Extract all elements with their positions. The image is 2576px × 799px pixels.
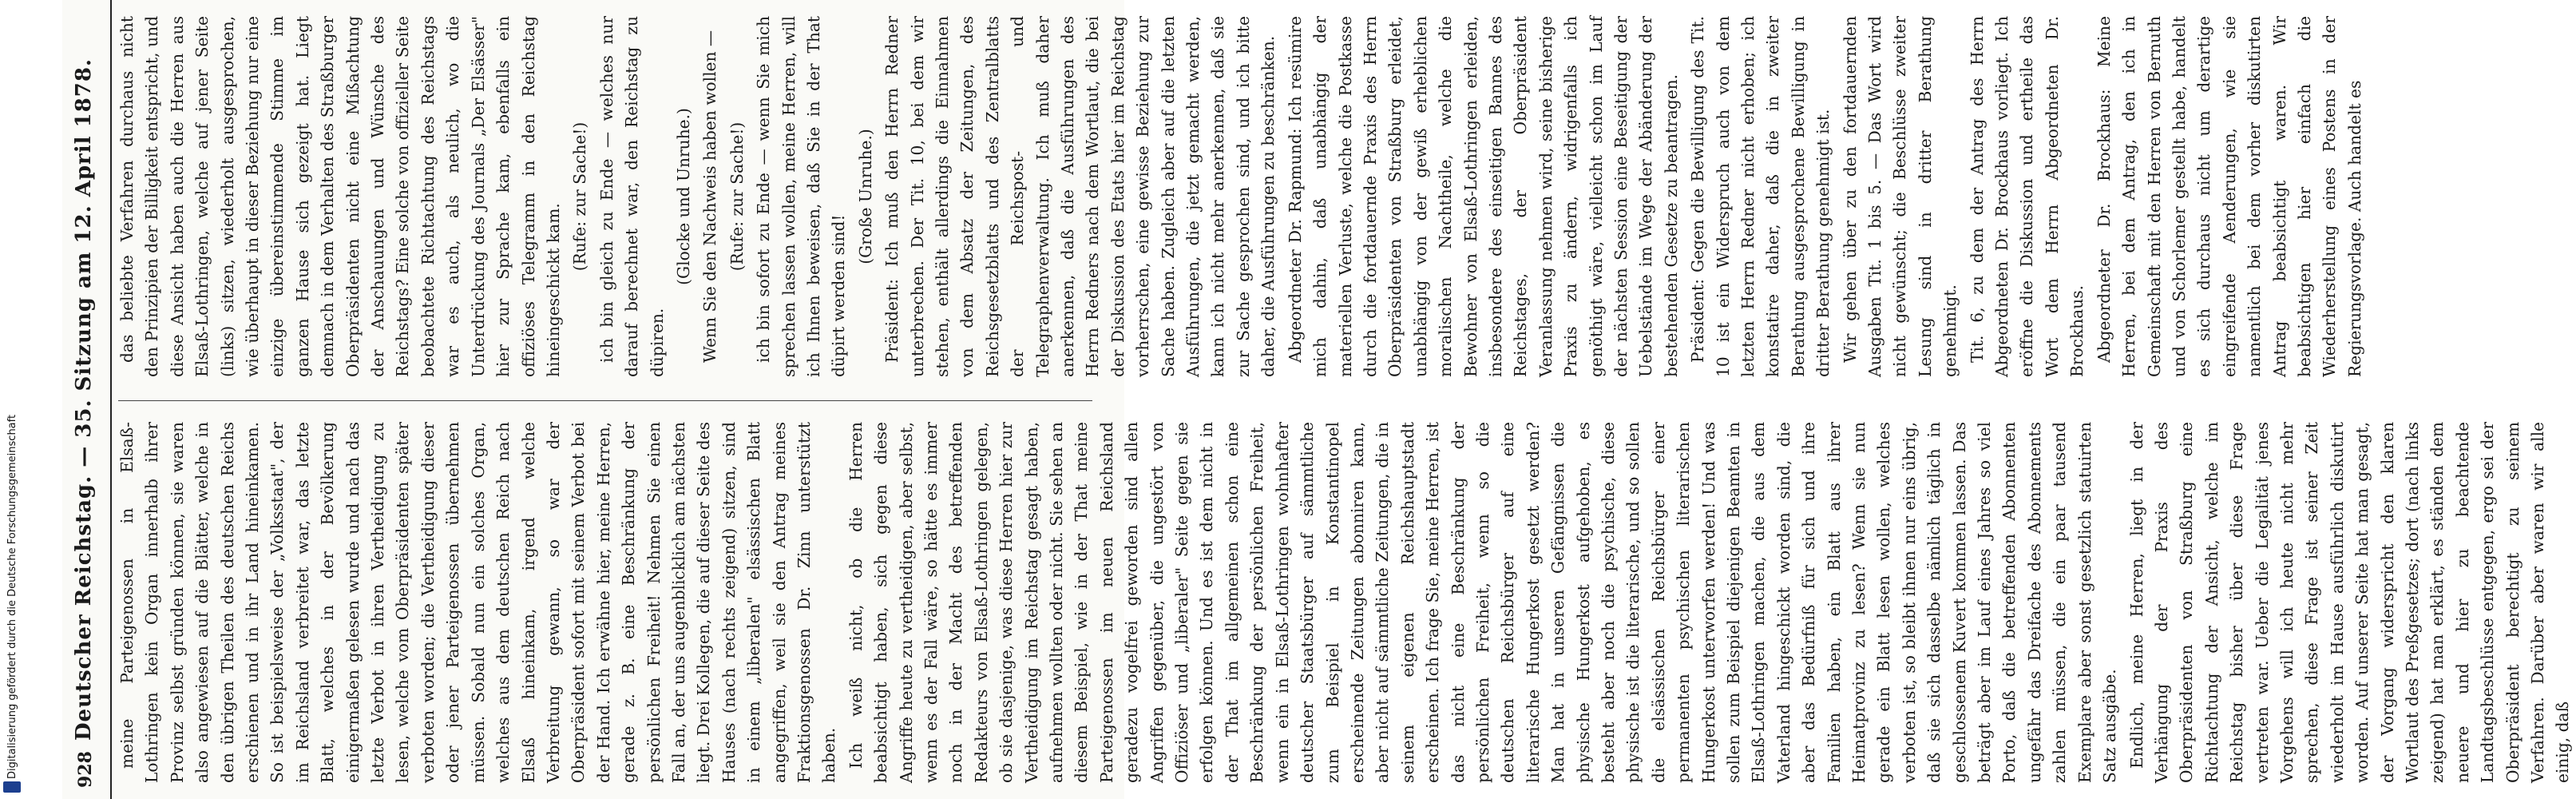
rotated-page-content bbox=[62, 0, 2573, 799]
interjection: (Glocke und Unruhe.) bbox=[673, 108, 693, 285]
left-column bbox=[115, 422, 2573, 783]
right-column bbox=[115, 16, 2364, 377]
paragraph: Abgeordneter Dr. Rapmund: Ich resümire mich dahin, daß unabhängig der materiellen Verluste, welche die Postkasse durch die fortdauernde Praxis des Herrn Oberpräsidenten von Straßburg erleidet, unabhängig von der gewiß erheblichen moralischen Nachtheile, welche die Bewohner von Elsaß-Lothringen erleiden, insbesondere des einseitigen Bannes des Reichstages, der Oberpräsident Veranlassung nehmen wird, seine bisherige Praxis zu ändern, widrigenfalls ich genöthigt wäre, vielleicht schon im Lauf der nächsten Session eine Beseitigung der Uebelstände im Wege der Abänderung der bestehenden Gesetze zu beantragen. bbox=[1285, 16, 1681, 377]
scanned-page bbox=[62, 0, 2573, 799]
interjection: (Rufe: zur Sache!) bbox=[570, 121, 590, 272]
page-number: 928 bbox=[75, 751, 96, 788]
page-header bbox=[62, 0, 112, 799]
paragraph: ich bin sofort zu Ende — wenn Sie mich sprechen lassen wollen, meine Herren, will ich Ihnen beweisen, daß Sie in der That düpirt werden sind! bbox=[754, 16, 849, 377]
paragraph: Tit. 6, zu dem der Antrag des Herrn Abgeordneten Dr. Brockhaus vorliegt. Ich eröffne die Diskussion und ertheile das Wort dem Herrn Abgeordneten Dr. Brockhaus. bbox=[1967, 16, 2087, 377]
footer-strip bbox=[0, 0, 32, 799]
paragraph: Präsident: Gegen die Bewilligung des Tit. 10 ist ein Widerspruch auch von dem letzten Herrn Redner nicht erhoben; ich konstatire daher, daß die in zweiter Berathung ausgesprochene Bewilligung in dritter Berathung genehmigt ist. bbox=[1688, 16, 1833, 377]
column-divider bbox=[118, 400, 1092, 401]
paragraph: das beliebte Verfahren durchaus nicht den Prinzipien der Billigkeit entspricht, und diese Ansicht haben auch die Herren aus Elsaß-Lothringen, welche auf jener Seite (links) sitzen, wiederholt ausgesprochen, wie überhaupt in dieser Beziehung nur eine einzige übereinstimmende Stimme im ganzen Hause sich gezeigt hat. Liegt demnach in dem Verhalten des Straßburger Oberpräsidenten nicht eine Mißachtung der Anschauungen und Wünsche des Reichstags? Eine solche von offizieller Seite beobachtete Richtachtung des Reichstags war es auch, als neulich, wo die Unterdrückung des Journals „Der Elsässer" hier zur Sprache kam, ebenfalls ein offiziöses Telegramm in den Reichstag hineingeschickt kam. bbox=[117, 16, 563, 377]
page-title: Deutscher Reichstag. — 35. Sitzung am 12. April 1878. bbox=[72, 58, 96, 741]
paragraph: Wenn Sie den Nachweis haben wollen — bbox=[700, 30, 720, 363]
paragraph: Endlich, meine Herren, liegt in der Verhängung der Praxis des Oberpräsidenten von Straßburg eine Richtachtung der Ansicht, welche im Reichstag bisher über diese Frage vertreten war. Ueber die Legalität jenes Vorgehens will ich heute nicht mehr sprechen, diese Frage ist seiner Zeit wiederholt im Hause ausführlich diskutirt worden. Auf unserer Seite hat man gesagt, der Vorgang widerspricht den klaren Wortlaut des Preßgesetzes; dort (nach links zeigend) hat man erklärt, es ständen dem neuere und hier zu beachtende Landtagsbeschlüsse entgegen, ergo sei der Oberpräsident berechtigt zu seinem Verfahren. Darüber aber waren wir alle einig, daß bbox=[2126, 422, 2573, 783]
interjection: (Rufe: zur Sache!) bbox=[727, 121, 747, 272]
dfg-logo-icon bbox=[3, 781, 21, 793]
paragraph: Wir gehen über zu den fortdauernden Ausgaben Tit. 1 bis 5. — Das Wort wird nicht gewünscht; die Beschlüsse zweiter Lesung sind in dritter Berathung genehmigt. bbox=[1840, 16, 1960, 377]
paragraph: meine Parteigenossen in Elsaß-Lothringen kein Organ innerhalb ihrer Provinz selbst gründen können, sie waren also angewiesen auf die Blätter, welche in den übrigen Theilen des deutschen Reichs erschienen und in ihr Land hineinkamen. So ist beispielsweise der „Volksstaat", der im Reichsland verbreitet war, das letzte Blatt, welches in der Bevölkerung einigermaßen gelesen wurde und nach das letzte Verbot in ihren Vertheidigung zu lesen, welche vom Oberpräsidenten später verboten worden; die Vertheidigung dieser oder jener Parteigenossen übernehmen müssen. Sobald nun ein solches Organ, welches aus dem deutschen Reich nach Elsaß hineinkam, irgend welche Verbreitung gewann, so war der Oberpräsident sofort mit seinem Verbot bei der Hand. Ich erwähne hier, meine Herren, gerade z. B. eine Beschränkung der persönlichen Freiheit! Nehmen Sie einen Fall an, der uns augenblicklich am nächsten liegt. Drei Kollegen, die auf dieser Seite des Hauses (nach rechts zeigend) sitzen, sind in einem „liberalen" elsässischen Blatt angegriffen, weil sie den Antrag meines Fraktionsgenossen Dr. Zinn unterstützt haben. bbox=[117, 422, 839, 783]
paragraph: ich bin gleich zu Ende — welches nur darauf berechnet war, den Reichstag zu düpiren. bbox=[596, 16, 667, 377]
paragraph: Ich weiß nicht, ob die Herren beabsichtigt haben, sich gegen diese Angriffe heute zu vertheidigen, aber selbst, wenn es der Fall wäre, so hätte es immer noch in der Macht des betreffenden Redakteurs von Elsaß-Lothringen gelegen, ob sie dasjenige, was diese Herren hier zur Vertheidigung im Reichstag gesagt haben, aufnehmen wollten oder nicht. Sie sehen an diesem Beispiel, wie in der That meine Parteigenossen im neuen Reichsland geradezu vogelfrei geworden sind allen Angriffen gegenüber, die ungestört von Offiziöser und „liberaler" Seite gegen sie erfolgen können. Und es ist dem nicht in der That im allgemeinen schon eine Beschränkung der persönlichen Freiheit, wenn ein in Elsaß-Lothringen wohnhafter deutscher Staatsbürger auf sämmtliche zum Beispiel in Konstantinopel erscheinende Zeitungen abonniren kann, aber nicht auf sämmtliche Zeitungen, die in seinem eigenen Reichshauptstadt erscheinen. Ich frage Sie, meine Herren, ist das nicht eine Beschränkung der persönlichen Freiheit, wenn so die deutschen Reichsbürger auf eine literarische Hungerkost gesetzt werden? Man hat in unseren Gefängnissen die physische Hungerkost aufgehoben, es besteht aber noch die psychische, diese physische ist die literarische, und so sollen die elsässischen Reichsbürger einer permanenten psychischen literarischen Hungerkost unterworfen werden! Und was sollen zum Beispiel diejenigen Beamten in Elsaß-Lothringen machen, die aus dem Vaterland hingeschickt worden sind, die aber das Bedürfniß für sich und ihre Familien haben, ein Blatt aus ihrer Heimatprovinz zu lesen? Wenn sie nun gerade ein Blatt lesen wollen, welches verboten ist, so bleibt ihnen nur eins übrig, daß sie sich dasselbe nämlich täglich in geschlossenem Kuvert kommen lassen. Das beträgt aber im Lauf eines Jahres so viel Porto, daß die betreffenden Abonnenten ungefähr das Dreifache des Abonnements zahlen müssen, die ein paar tausend Exemplare aber sonst gesetzlich statuirten Satz ausgäbe. bbox=[846, 422, 2120, 783]
interjection: (Große Unruhe.) bbox=[855, 129, 875, 264]
paragraph: Abgeordneter Dr. Brockhaus: Meine Herren, bei dem Antrag, den ich in Gemeinschaft mit den Herren von Bernuth und von Schorlemer gestellt habe, handelt es sich durchaus nicht um derartige eingreifende Aenderungen, wie sie namentlich bei dem vorher diskutirten Antrag beabsichtigt waren. Wir beabsichtigen hier einfach die Wiederherstellung eines Postens in der Regierungsvorlage. Auch handelt es bbox=[2094, 16, 2364, 377]
paragraph: Präsident: Ich muß den Herrn Redner unterbrechen. Der Tit. 10, bei dem wir stehen, enthält allerdings die Einnahmen von dem Absatz der Zeitungen, des Reichsgesetzblatts und des Zentralblatts der Reichspost- und Telegraphenverwaltung. Ich muß daher anerkennen, daß die Ausführungen des Herrn Redners nach dem Wortlaut, die bei der Diskussion des Etats hier im Reichstag vorherrschen, eine gewisse Beziehung zur Sache haben. Zugleich aber auf die letzten Ausführungen, die jetzt gemacht werden, kann ich nicht mehr anerkennen, daß sie zur Sache gesprochen sind, und ich bitte daher, die Ausführungen zu beschränken. bbox=[882, 16, 1278, 377]
digitization-credit: Digitalisierung gefördert durch die Deutsche Forschungsgemeinschaft bbox=[6, 414, 18, 779]
